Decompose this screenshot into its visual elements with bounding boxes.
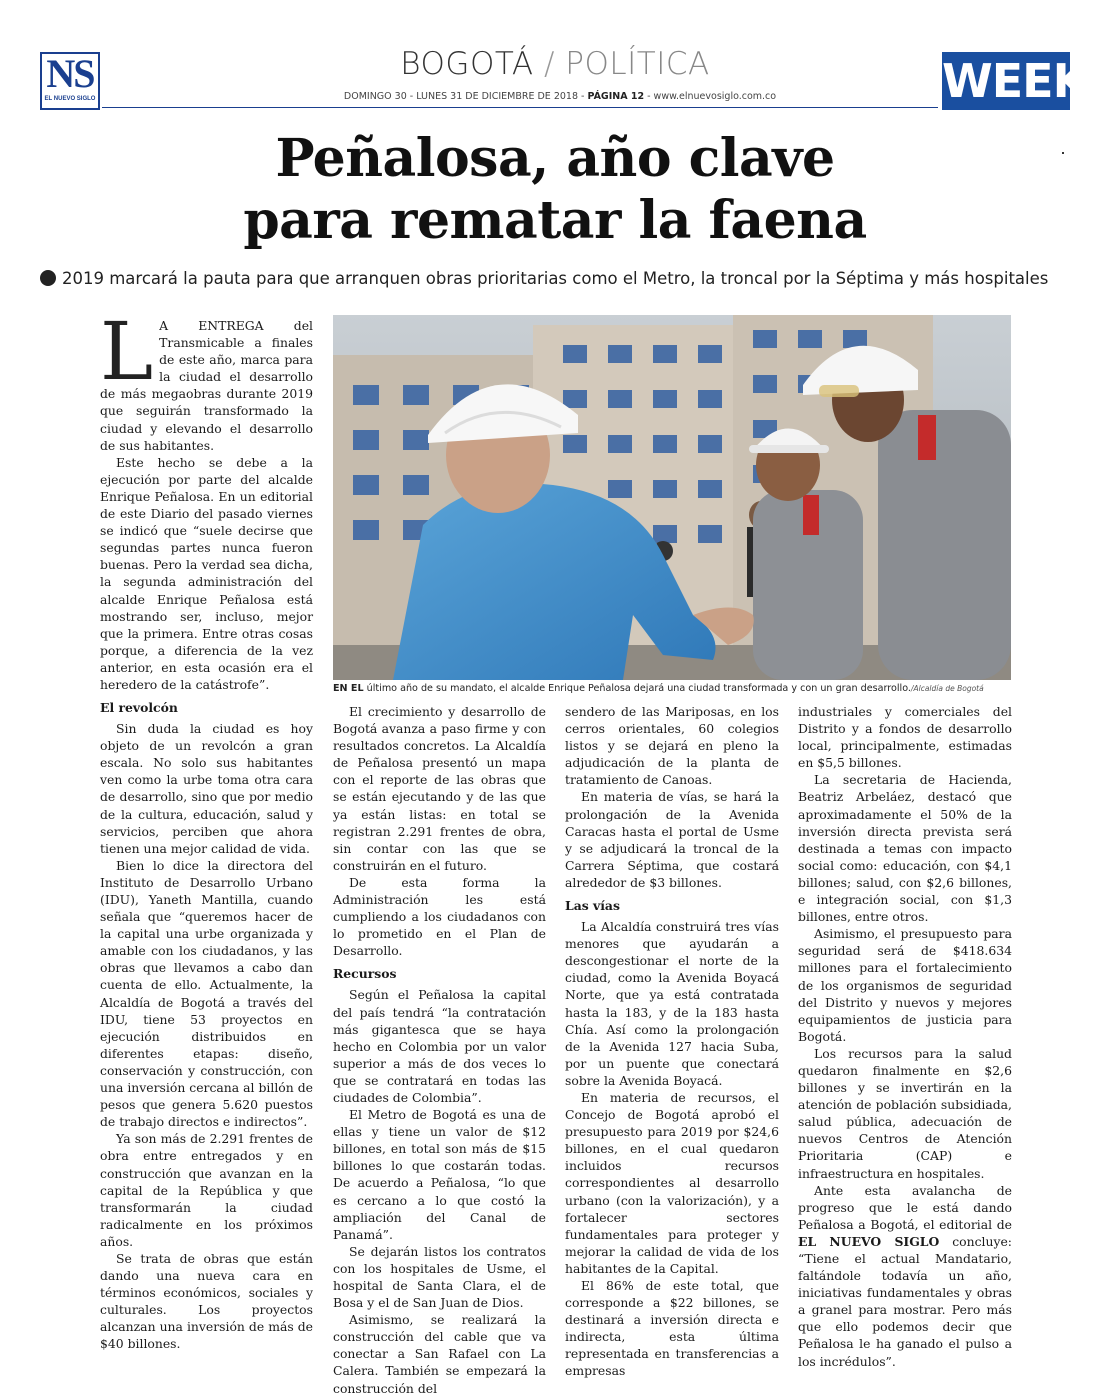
article-photo bbox=[333, 315, 1011, 680]
drop-cap: L bbox=[100, 305, 154, 398]
article-column-2 bbox=[333, 703, 546, 1397]
paragraph: Ya son más de 2.291 frentes de obra entre entregados y en construcción que avanzan en la capital de la República y que transformarán la ciudad radicalmente en los próximos años. bbox=[100, 1131, 313, 1249]
logo-text: NS bbox=[46, 51, 94, 96]
paragraph: Sin duda la ciudad es hoy objeto de un revolcón a gran escala. No solo sus habitantes ven como la urbe toma otra cara de desarrollo, sino que por medio de la cultura, educación, salud y servicios, perciben que ahora tienen una mejor calidad de vida. bbox=[100, 721, 313, 856]
paragraph: Se dejarán listos los contratos con los hospitales de Usme, el hospital de Santa Clara, el de Bosa y el de San Juan de Dios. bbox=[333, 1243, 546, 1311]
paragraph: Los recursos para la salud quedaron finalmente en $2,6 billones y se invertirán en la atención de población subsidiada, salud pública, adecuación de nuevos Centros de Atención Prioritaria (CAP) e infraestructura en hospitales. bbox=[798, 1045, 1012, 1181]
dateline-url: - www.elnuevosiglo.com.co bbox=[644, 91, 777, 102]
logo-subtext: EL NUEVO SIGLO bbox=[44, 96, 96, 102]
paragraph: A ENTREGA del Transmicable a finales de este año, marca para la ciudad el desarrollo de más megaobras durante 2019 que seguirán transformado la ciudad y elevando el desarrollo de sus habitantes. bbox=[100, 318, 313, 453]
publication-name: EL NUEVO SIGLO bbox=[798, 1233, 940, 1249]
headline-line-2: para rematar la faena bbox=[243, 190, 867, 251]
article-subhead bbox=[40, 269, 1080, 288]
caption-text: último año de su mandato, el alcalde Enrique Peñalosa dejará una ciudad transformada y con un gran desarrollo. bbox=[363, 683, 911, 694]
subheading: Recursos bbox=[333, 966, 397, 982]
article-headline bbox=[40, 128, 1070, 252]
text-span: concluye: “Tiene el actual Mandatario, faltándole todavía un año, iniciativas fundamentales y obras a granel para mostrar. Pero más que ello podemos decir que Peñalosa le ha ganado el pulso a los incrédulos”. bbox=[798, 1233, 1012, 1369]
text-span: Ante esta avalancha de progreso que le está dando Peñalosa a Bogotá, el editorial de bbox=[798, 1182, 1012, 1232]
paragraph: Asimismo, el presupuesto para seguridad será de $418.634 millones para el fortalecimiento de los organismos de seguridad del Distrito y nuevos y mejores equipamientos de justicia para Bogotá. bbox=[798, 926, 1012, 1044]
subheading: El revolcón bbox=[100, 700, 178, 716]
paragraph: En materia de vías, se hará la prolongación de la Avenida Caracas hasta el portal de Usme y se adjudicará la troncal de la Carrera Séptima, que costará alrededor de $3 billones. bbox=[565, 789, 779, 890]
subheading: Las vías bbox=[565, 898, 620, 914]
newspaper-logo[interactable] bbox=[40, 52, 100, 110]
paragraph: El 86% de este total, que corresponde a $22 billones, se destinará a inversión directa e indirecta, esta última representada en transferencias a empresas bbox=[565, 1278, 779, 1379]
article-column-4 bbox=[798, 703, 1012, 1370]
article-column-3 bbox=[565, 703, 779, 1380]
paragraph: sendero de las Mariposas, en los cerros orientales, 60 colegios listos y se dejará en pleno la adjudicación de la planta de tratamiento de Canoas. bbox=[565, 704, 779, 788]
paragraph: Asimismo, se realizará la construcción del cable que va conectar a San Rafael con La Calera. También se empezará la construcción del bbox=[333, 1312, 546, 1396]
paragraph: El crecimiento y desarrollo de Bogotá avanza a paso firme y con resultados concretos. La Alcaldía de Peñalosa presentó un mapa con el reporte de las obras que se están ejecutando y de las que ya están listas: en total se registran 2.291 frentes de obra, sin contar con las que se construirán en el futuro. bbox=[333, 704, 546, 873]
subhead-text: 2019 marcará la pauta para que arranquen obras prioritarias como el Metro, la troncal por la Séptima y más hospitales bbox=[62, 269, 1049, 288]
paragraph: Este hecho se debe a la ejecución por parte del alcalde Enrique Peñalosa. En un editorial de este Diario del pasado viernes se indicó que “suele decirse que segundas partes nunca fueron buenas. Pero la verdad sea dicha, la segunda administración del alcalde Enrique Peñalosa está mostrando ser, incluso, mejor que la primera. Entre otras cosas porque, a diferencia de la vez anterior, en esta ocasión era el heredero de la catástrofe”. bbox=[100, 454, 313, 692]
paragraph: Según el Peñalosa la capital del país tendrá “la contratación más gigantesca que se haya hecho en Colombia por un valor superior a más de dos veces lo que se contratará en todas las ciudades de Colombia”. bbox=[333, 987, 546, 1105]
paragraph: El Metro de Bogotá es una de ellas y tiene un valor de $12 billones, en total son más de $15 billones lo que costarán todas. De acuerdo a Peñalosa, “lo que es cercano a lo que costó la ampliación del Canal de Panamá”. bbox=[333, 1107, 546, 1242]
paragraph: Bien lo dice la directora del Instituto de Desarrollo Urbano (IDU), Yaneth Mantilla, cuando señala que “queremos hacer de la capital una urbe organizada y amable con los ciudadanos, y las obras que llevamos a cabo dan cuenta de ello. Actualmente, la Alcaldía de Bogotá a través del IDU, tiene 53 proyectos en ejecución distribuidos en diferentes etapas: diseño, conservación y construcción, con una inversión cercana al billón de pesos que genera 5.620 puestos de trabajo directos e indirectos”. bbox=[100, 857, 313, 1130]
paragraph bbox=[798, 1182, 1012, 1370]
photo-credit: /Alcaldía de Bogotá bbox=[910, 684, 984, 693]
week-badge: WEEK bbox=[942, 54, 1088, 108]
dateline bbox=[330, 91, 790, 102]
paragraph: La Alcaldía construirá tres vías menores que ayudarán a descongestionar el norte de la ciudad, como la Avenida Boyacá Norte, que ya está contratada hasta la 183, y de la 183 hasta Chía. Así como la prolongación de la Avenida 127 hacia Suba, por un puente que conectará sobre la Avenida Boyacá. bbox=[565, 919, 779, 1088]
dateline-page: PÁGINA 12 bbox=[587, 91, 645, 102]
paragraph: De esta forma la Administración les está cumpliendo a los ciudadanos con lo prometido en el Plan de Desarrollo. bbox=[333, 874, 546, 959]
headline-line-1: Peñalosa, año clave bbox=[275, 128, 835, 189]
photo-caption bbox=[333, 683, 1013, 694]
bullet-icon bbox=[40, 270, 56, 286]
section-separator: / bbox=[533, 46, 566, 82]
section-title bbox=[300, 46, 810, 82]
subsection-name: POLÍTICA bbox=[565, 46, 710, 82]
section-name: BOGOTÁ bbox=[400, 46, 534, 82]
header-divider bbox=[102, 107, 938, 108]
paragraph: La secretaria de Hacienda, Beatriz Arbeláez, destacó que aproximadamente el 50% de la inversión directa prevista será destinada a temas con impacto social como: educación, con $4,1 billones; salud, con $2,6 billones, e integración social, con $1,3 billones, entre otros. bbox=[798, 772, 1012, 925]
paragraph: Se trata de obras que están dando una nueva cara en términos económicos, sociales y culturales. Los proyectos alcanzan una inversión de más de $40 billones. bbox=[100, 1250, 313, 1352]
dateline-date: DOMINGO 30 - LUNES 31 DE DICIEMBRE DE 2018 - bbox=[343, 91, 588, 102]
caption-lead: EN EL bbox=[333, 683, 364, 694]
article-column-1 bbox=[100, 305, 313, 1353]
paragraph: industriales y comerciales del Distrito y a fondos de desarrollo local, principalmente, estimadas en $5,5 billones. bbox=[798, 704, 1012, 771]
paragraph: En materia de recursos, el Concejo de Bogotá aprobó el presupuesto para 2019 por $24,6 billones, en el cual quedaron incluidos recursos correspondientes al desarrollo urbano (con la valorización), y a fortalecer sectores fundamentales para proteger y mejorar la calidad de vida de los habitantes de la Capital. bbox=[565, 1089, 779, 1276]
construction-scene-illustration bbox=[333, 315, 1011, 680]
